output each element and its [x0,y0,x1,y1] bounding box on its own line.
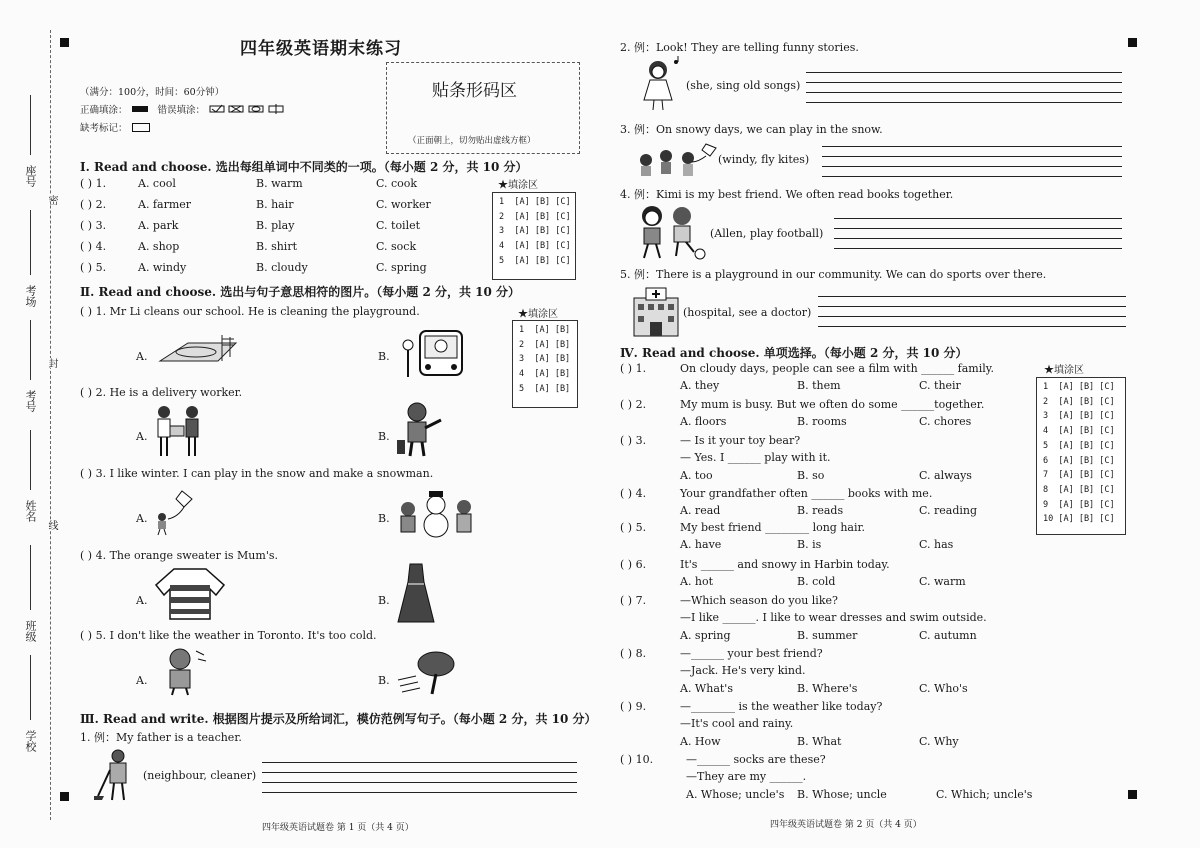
part2-question: ( ) 4. The orange sweater is Mum's. [80,549,278,562]
binding-mi: 密 [46,195,57,205]
option-b: B. What [797,735,842,748]
part1-question-number: ( ) 1. [80,177,107,190]
option-a: A. farmer [138,198,192,211]
corner-marker [60,792,69,801]
kite-child-icon [152,489,196,537]
part3-heading: Ⅲ. Read and write. 根据图片提示及所给词汇，模仿范例写句子。（每小题 2 分，共 10 分） [80,712,597,726]
score-time: （满分：100分，时间：60分钟） [80,87,225,98]
grid-row: 5 [A] [B] [519,383,571,394]
option-b: B. [378,350,390,363]
option-b: B. Whose; uncle [797,788,887,801]
binding-examno-label: 考号 [24,390,37,412]
part4-question-number: ( ) 6. [620,558,647,571]
option-a: A. windy [138,261,187,274]
binding-name-label: 姓名 [24,500,37,522]
option-b: B. is [797,538,822,551]
firefighter-icon [395,400,445,458]
part1-answer-grid [492,192,576,280]
option-c: C. autumn [919,629,977,642]
option-c: C. warm [919,575,966,588]
grid-row: 10 [A] [B] [C] [1043,514,1115,525]
footer-page-2: 四年级英语试题卷 第 2 页（共 4 页） [770,820,922,830]
option-a: A. floors [680,415,727,428]
part3-hint-3: (windy, fly kites) [718,153,810,166]
option-c: C. worker [376,198,431,211]
binding-line [50,30,51,820]
option-b: B. [378,594,390,607]
binding-feng: 封 [46,358,57,368]
option-a: A. cool [138,177,176,190]
option-c: C. spring [376,261,427,274]
part4-question-text: —________ is the weather like today? [680,700,883,713]
grid-row: 5 [A] [B] [C] [499,255,571,266]
football-boys-icon [636,204,708,260]
option-a: A. park [138,219,179,232]
binding-school-label: 学校 [24,730,37,752]
grid-row: 2 [A] [B] [C] [1043,396,1115,407]
binding-class-label: 班级 [24,620,37,642]
option-c: C. sock [376,240,417,253]
part3-example-1: 1. 例：My father is a teacher. [80,731,242,744]
footer-page-1: 四年级英语试题卷 第 1 页（共 4 页） [262,823,414,833]
empty-box-icon [132,123,150,132]
grid-row: 4 [A] [B] [519,369,571,380]
part2-grid-title: ★填涂区 [518,309,558,320]
option-c: C. Who's [919,682,968,695]
part4-question-text: On cloudy days, people can see a film with ______ family. [680,362,995,375]
grid-row: 8 [A] [B] [C] [1043,484,1115,495]
delivery-workers-icon [150,402,206,458]
corner-marker [60,38,69,47]
option-b: B. play [256,219,295,232]
fill-legend [80,102,289,116]
part4-question-number: ( ) 7. [620,594,647,607]
option-c: C. reading [919,504,978,517]
hospital-icon [628,284,684,338]
option-a: A. too [680,469,713,482]
option-b: B. cold [797,575,836,588]
option-a: A. hot [680,575,714,588]
part4-question-number: ( ) 1. [620,362,647,375]
cleaner-icon [94,748,138,802]
part1-question-number: ( ) 4. [80,240,107,253]
absent-legend [80,120,150,134]
option-a: A. they [680,379,720,392]
part4-question-text: —______ your best friend? [680,647,823,660]
part4-question-number: ( ) 10. [620,753,654,766]
option-c: C. their [919,379,961,392]
grid-row: 2 [A] [B] [C] [499,211,571,222]
option-b: B. hair [256,198,294,211]
option-b: B. summer [797,629,858,642]
option-b: B. cloudy [256,261,308,274]
part4-question-text: Your grandfather often ______ books with me. [680,487,933,500]
part1-question-number: ( ) 2. [80,198,107,211]
grid-row: 6 [A] [B] [C] [1043,455,1115,466]
singing-girl-icon [638,56,682,112]
option-b: B. rooms [797,415,847,428]
option-b: B. Where's [797,682,858,695]
part2-question: ( ) 1. Mr Li cleans our school. He is cleaning the playground. [80,305,420,318]
option-c: C. chores [919,415,972,428]
grid-row: 1 [A] [B] [C] [499,197,571,207]
page-title: 四年级英语期末练习 [240,39,402,59]
snowman-children-icon [396,485,476,543]
part4-question-text: It's ______ and snowy in Harbin today. [680,558,890,571]
option-c: C. toilet [376,219,421,232]
corner-marker [1128,790,1137,799]
part3-example-4: 4. 例：Kimi is my best friend. We often read books together. [620,188,954,201]
part4-heading: Ⅳ. Read and choose. 单项选择。（每小题 2 分，共 10 分） [620,346,968,360]
option-c: C. cook [376,177,418,190]
part4-answer-grid [1036,377,1126,535]
part4-question-line2: — Yes. I ______ play with it. [680,451,831,464]
dress-icon [396,562,436,624]
part2-question: ( ) 2. He is a delivery worker. [80,386,243,399]
part4-question-number: ( ) 3. [620,434,647,447]
wrong-marks-icon [209,104,289,114]
grid-row: 3 [A] [B] [C] [499,226,571,237]
part4-question-line2: —Jack. He's very kind. [680,664,806,677]
binding-room-label: 考场 [24,285,37,307]
part2-heading: Ⅱ. Read and choose. 选出与句子意思相符的图片。（每小题 2 分，共 10 分） [80,285,521,299]
part4-question-text: — Is it your toy bear? [680,434,801,447]
part4-question-line2: —I like ______. I like to wear dresses and swim outside. [680,611,987,624]
grid-row: 7 [A] [B] [C] [1043,470,1115,481]
option-a: A. How [680,735,721,748]
option-b: B. [378,674,390,687]
option-b: B. [378,430,390,443]
bus-driver-icon [400,327,466,379]
option-a: A. [136,594,148,607]
grid-row: 4 [A] [B] [C] [499,241,571,252]
barcode-note: （正面朝上，切勿贴出虚线方框） [408,136,536,146]
option-a: A. What's [680,682,733,695]
option-a: A. read [680,504,721,517]
option-c: C. Which; uncle's [936,788,1033,801]
snow-play-icon [636,140,720,180]
part4-question-text: —Which season do you like? [680,594,838,607]
grid-row: 5 [A] [B] [C] [1043,440,1115,451]
part4-question-line2: —It's cool and rainy. [680,717,794,730]
binding-xian: 线 [46,520,57,530]
part3-example-5: 5. 例：There is a playground in our community. We can do sports over there. [620,268,1047,281]
part4-question-number: ( ) 4. [620,487,647,500]
correct-fill-label: 正确填涂： [80,105,128,116]
option-a: A. Whose; uncle's [686,788,785,801]
part3-example-2: 2. 例：Look! They are telling funny stories. [620,41,859,54]
option-a: A. shop [138,240,180,253]
part1-heading: Ⅰ. Read and choose. 选出每组单词中不同类的一项。（每小题 2 分，共 10 分） [80,160,528,174]
option-b: B. [378,512,390,525]
part3-hint-5: (hospital, see a doctor) [683,306,812,319]
option-b: B. reads [797,504,844,517]
part3-hint-4: (Allen, play football) [710,227,824,240]
option-a: A. spring [680,629,731,642]
option-c: C. always [919,469,972,482]
windy-tree-icon [396,650,462,696]
part4-question-number: ( ) 5. [620,521,647,534]
option-a: A. have [680,538,722,551]
barcode-title: 贴条形码区 [432,81,517,101]
grid-row: 4 [A] [B] [C] [1043,426,1115,437]
option-a: A. [136,674,148,687]
part2-question: ( ) 3. I like winter. I can play in the snow and make a snowman. [80,467,434,480]
part4-question-number: ( ) 2. [620,398,647,411]
grid-row: 1 [A] [B] [519,325,571,335]
option-b: B. warm [256,177,303,190]
grid-row: 1 [A] [B] [C] [1043,382,1115,392]
option-b: B. shirt [256,240,298,253]
corner-marker [1128,38,1137,47]
grid-row: 3 [A] [B] [C] [1043,411,1115,422]
part2-question: ( ) 5. I don't like the weather in Toronto. It's too cold. [80,629,377,642]
grid-row: 2 [A] [B] [519,339,571,350]
option-c: C. Why [919,735,959,748]
binding-seat-label: 座号 [24,165,37,187]
grid-row: 3 [A] [B] [519,354,571,365]
part1-question-number: ( ) 5. [80,261,107,274]
part2-answer-grid [512,320,578,408]
option-a: A. [136,512,148,525]
grid-row: 9 [A] [B] [C] [1043,499,1115,510]
part4-question-text: My mum is busy. But we often do some ______together. [680,398,985,411]
part1-grid-title: ★填涂区 [498,180,538,191]
cold-child-icon [158,645,208,697]
part3-hint-1: (neighbour, cleaner) [143,769,257,782]
part4-question-text: My best friend ________ long hair. [680,521,866,534]
part3-hint-2: (she, sing old songs) [686,79,801,92]
part4-question-text: —______ socks are these? [686,753,826,766]
option-a: A. [136,430,148,443]
part4-question-number: ( ) 8. [620,647,647,660]
sweater-icon [154,565,226,621]
part4-question-line2: —They are my ______. [686,770,807,783]
option-a: A. [136,350,148,363]
option-c: C. has [919,538,954,551]
part1-question-number: ( ) 3. [80,219,107,232]
wrong-fill-label: 错误填涂： [157,105,206,116]
playground-stadium-icon [158,333,238,367]
part3-example-3: 3. 例：On snowy days, we can play in the snow. [620,123,883,136]
filled-box-icon [132,106,148,112]
part4-grid-title: ★填涂区 [1044,365,1084,376]
absent-label: 缺考标记： [80,123,128,134]
option-b: B. them [797,379,841,392]
part4-question-number: ( ) 9. [620,700,647,713]
option-b: B. so [797,469,825,482]
